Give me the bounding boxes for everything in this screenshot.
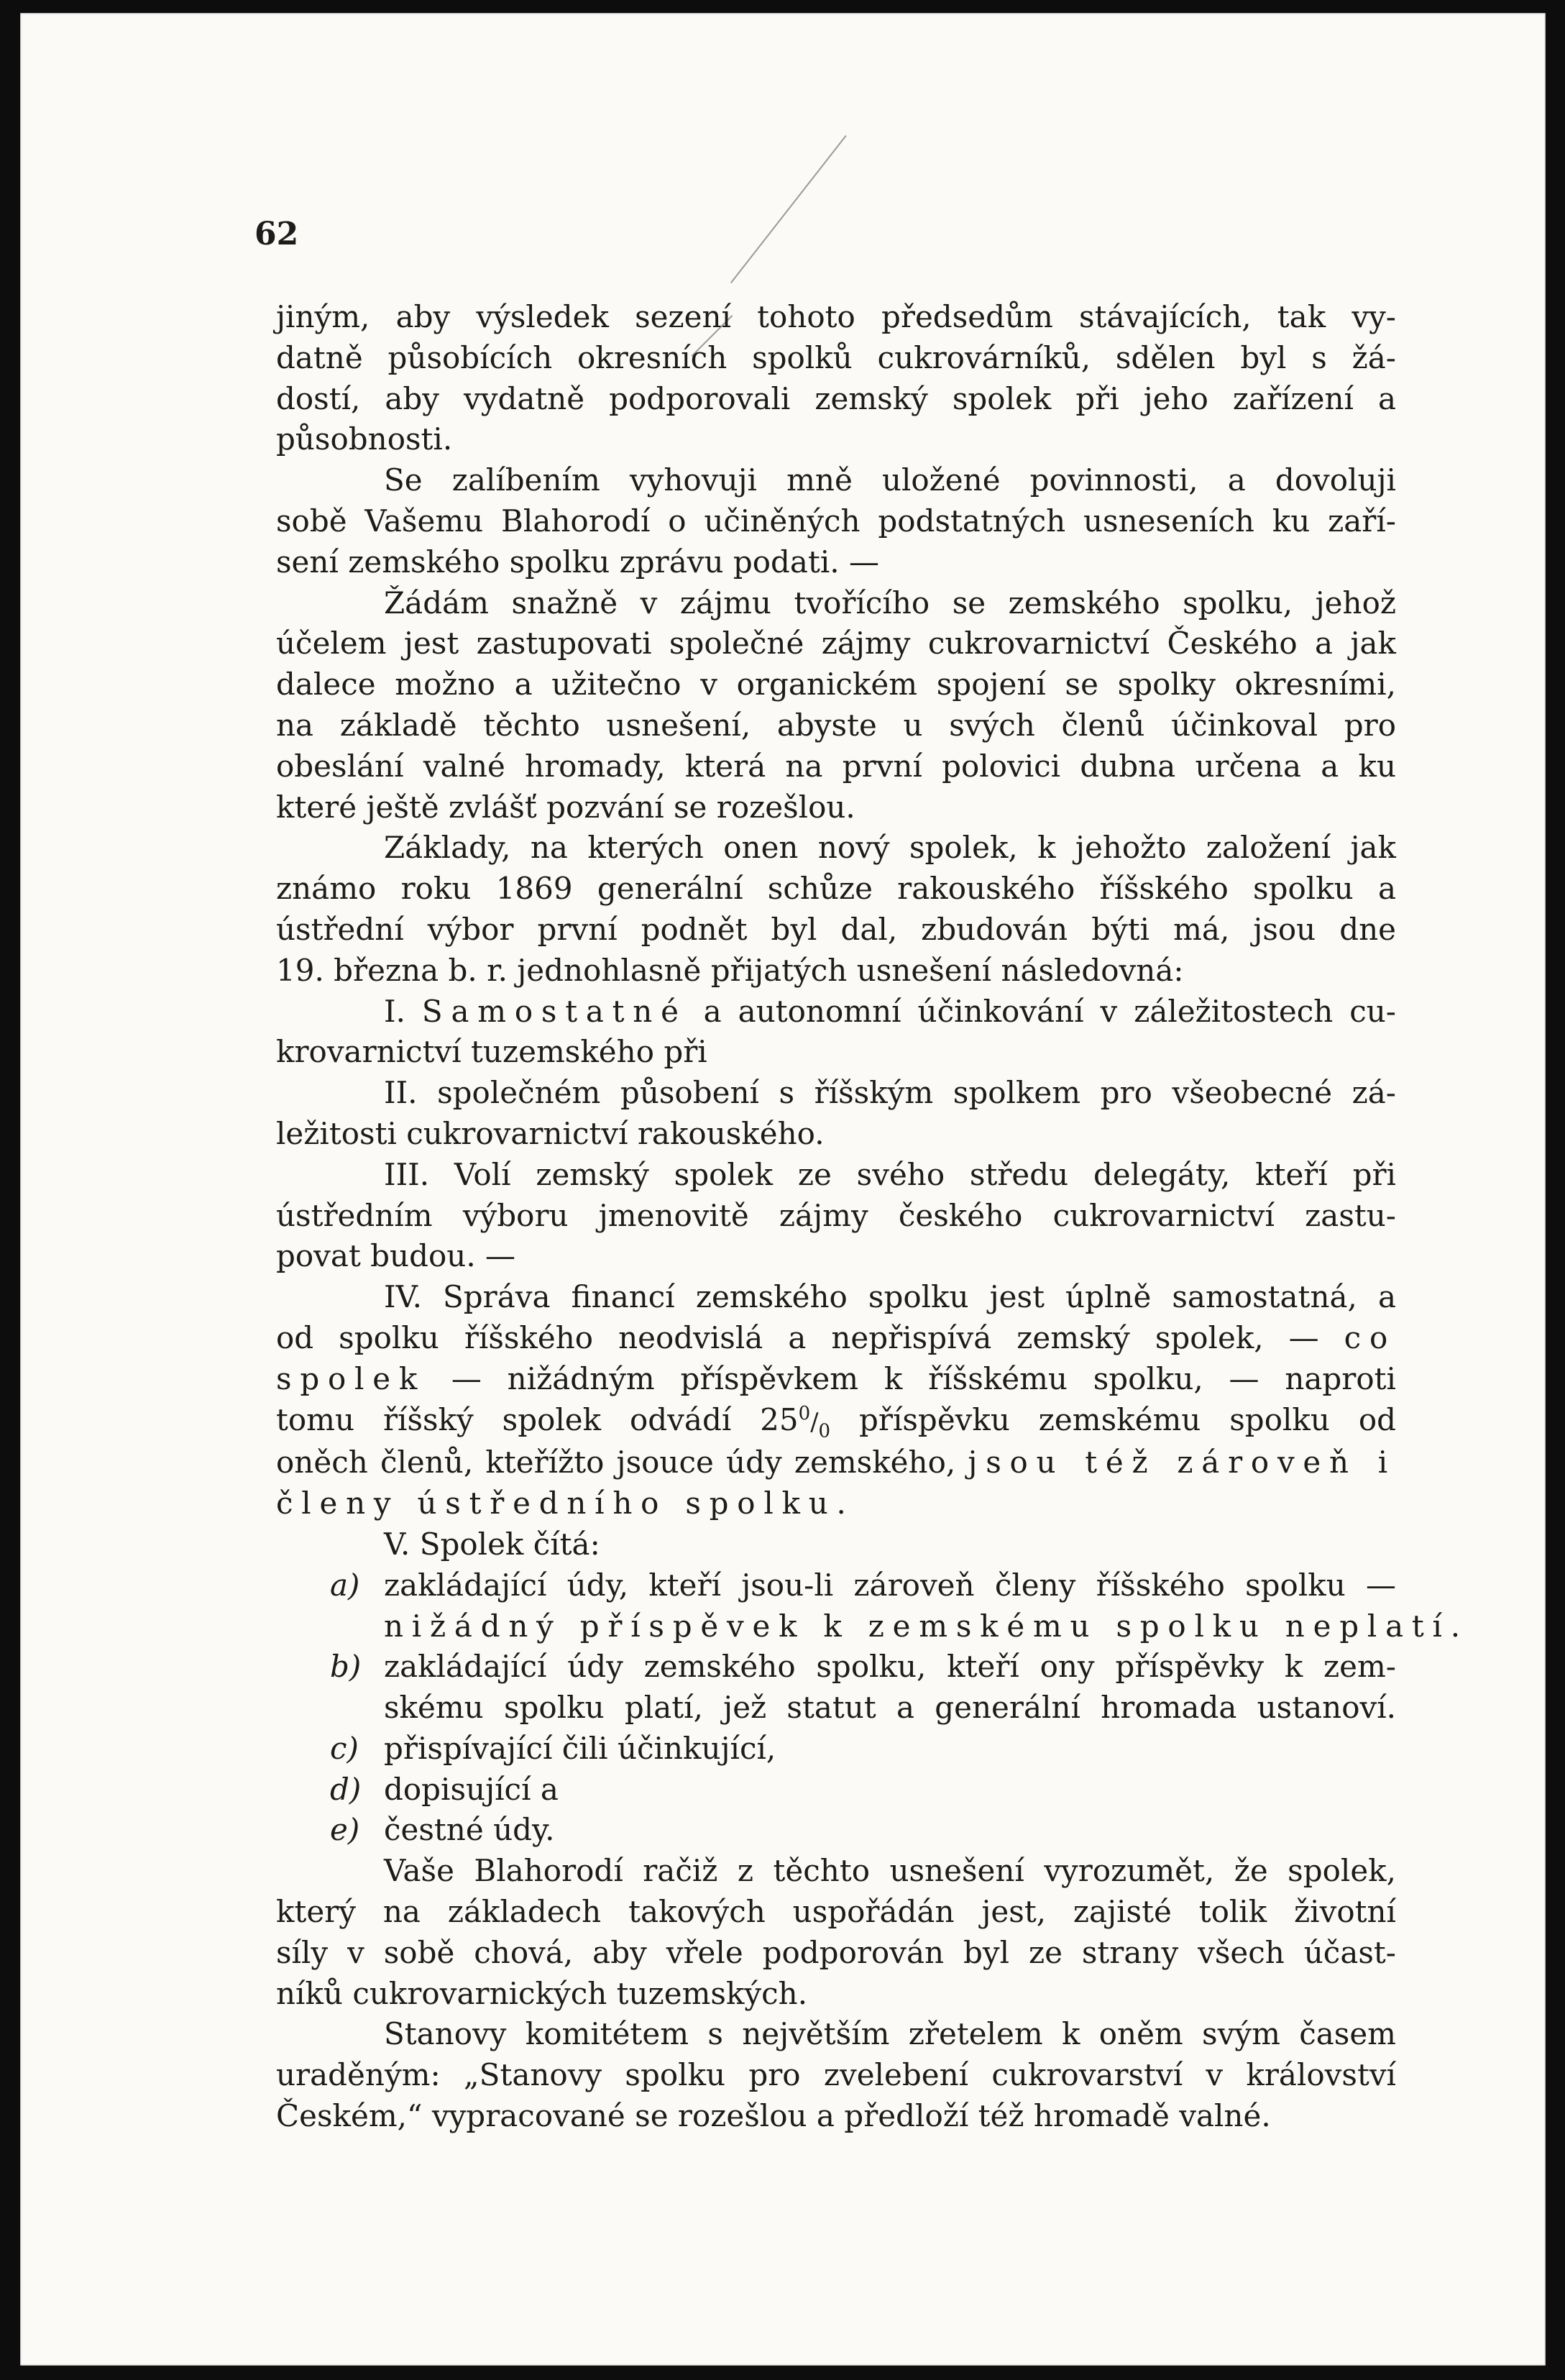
text-line: sobě Vašemu Blahorodí o učiněných podstatných usneseních ku zaří- [276, 503, 1396, 539]
text-line: Českém,“ vypracované se rozešlou a předloží též hromadě valné. [276, 2098, 1271, 2134]
text-line: na základě těchto usnešení, abyste u svých členů účinkoval pro [276, 707, 1396, 743]
text-line: ležitosti cukrovarnictví rakouského. [276, 1115, 825, 1151]
paragraph-first-line: Základy, na kterých onen nový spolek, k jehožto založení jak [384, 830, 1396, 866]
text-line: které ještě zvlášť pozvání se rozešlou. [276, 789, 855, 825]
text-line: skému spolku platí, jež statut a generální hromada ustanoví. [384, 1690, 1396, 1726]
resolution-item-1: I. Samostatné a autonomní účinkování v záležitostech cu- [384, 993, 1396, 1029]
text-line: uraděným: „Stanovy spolku pro zvelebení cukrovarství v království [276, 2057, 1396, 2093]
text-line: 19. března b. r. jednohlasně přijatých usnešení následovná: [276, 952, 1184, 988]
book-page [20, 13, 1546, 2366]
text-line: datně působících okresních spolků cukrovárníků, sdělen byl s žá- [276, 339, 1396, 375]
resolution-item-3: III. Volí zemský spolek ze svého středu delegáty, kteří při [384, 1156, 1396, 1192]
text-line: níků cukrovarnických tuzemských. [276, 1975, 808, 2011]
text-line: známo roku 1869 generální schůze rakouského říšského spolku a [276, 871, 1396, 907]
text-line: tomu říšský spolek odvádí $25^0/_0$ příspěvku zemskému spolku od [276, 1401, 1396, 1442]
text-line: povat budou. — [276, 1238, 516, 1274]
text-line: členy ústředního spolku. [276, 1486, 855, 1521]
page-number: 62 [254, 216, 299, 252]
text-line: spolek — nižádným příspěvkem k říšskému spolku, — naproti [276, 1360, 1396, 1396]
paragraph-first-line: Vaše Blahorodí račiž z těchto usnešení vyrozumět, že spolek, [384, 1853, 1396, 1889]
text-line: od spolku říšského neodvislá a nepřispívá zemský spolek, — co [276, 1319, 1396, 1355]
resolution-item-4: IV. Správa financí zemského spolku jest úplně samostatná, a [384, 1279, 1396, 1315]
text-line: který na základech takových uspořádán jest, zajisté tolik životní [276, 1894, 1396, 1930]
text-line: nižádný příspěvek k zemskému spolku neplatí. [384, 1608, 1469, 1644]
text-line: ústředním výboru jmenovitě zájmy českého cukrovarnictví zastu- [276, 1197, 1396, 1233]
member-type-e: e) čestné údy. [330, 1812, 555, 1848]
paragraph-first-line: Se zalíbením vyhovuji mně uložené povinnosti, a dovoluji [384, 462, 1396, 498]
text-line: ústřední výbor první podnět byl dal, zbudován býti má, jsou dne [276, 911, 1396, 947]
paragraph-first-line: Stanovy komitétem s největším zřetelem k oněm svým časem [384, 2016, 1396, 2052]
member-type-c: c) přispívající čili účinkující, [330, 1730, 776, 1766]
text-line: krovarnictví tuzemského při [276, 1034, 707, 1070]
member-type-b: b) zakládající údy zemského spolku, kteří ony příspěvky k zem- [330, 1649, 1396, 1685]
text-line: dostí, aby vydatně podporovali zemský spolek při jeho zařízení a [276, 380, 1396, 416]
text-line: účelem jest zastupovati společné zájmy cukrovarnictví Českého a jak [276, 626, 1396, 662]
member-type-a: a) zakládající údy, kteří jsou-li zároveň členy říšského spolku — [330, 1567, 1396, 1603]
paragraph-first-line: Žádám snažně v zájmu tvořícího se zemského spolku, jehož [384, 585, 1396, 621]
resolution-item-2: II. společném působení s říšským spolkem pro všeobecné zá- [384, 1075, 1396, 1111]
scan-artifact-line [730, 135, 847, 283]
member-type-d: d) dopisující a [330, 1771, 559, 1807]
text-line: síly v sobě chová, aby vřele podporován byl ze strany všech účast- [276, 1934, 1396, 1970]
text-line: působnosti. [276, 421, 453, 457]
text-line: obeslání valné hromady, která na první polovici dubna určena a ku [276, 748, 1396, 784]
text-line: oněch členů, kteřížto jsouce údy zemského, jsou též zároveň i [276, 1445, 1396, 1480]
text-line: jiným, aby výsledek sezení tohoto předsedům stávajících, tak vy- [276, 299, 1396, 334]
resolution-item-5: V. Spolek čítá: [384, 1526, 600, 1562]
text-line: dalece možno a užitečno v organickém spojení se spolky okresními, [276, 667, 1396, 702]
letter-body [276, 297, 1469, 2137]
text-line: sení zemského spolku zprávu podati. — [276, 544, 879, 580]
